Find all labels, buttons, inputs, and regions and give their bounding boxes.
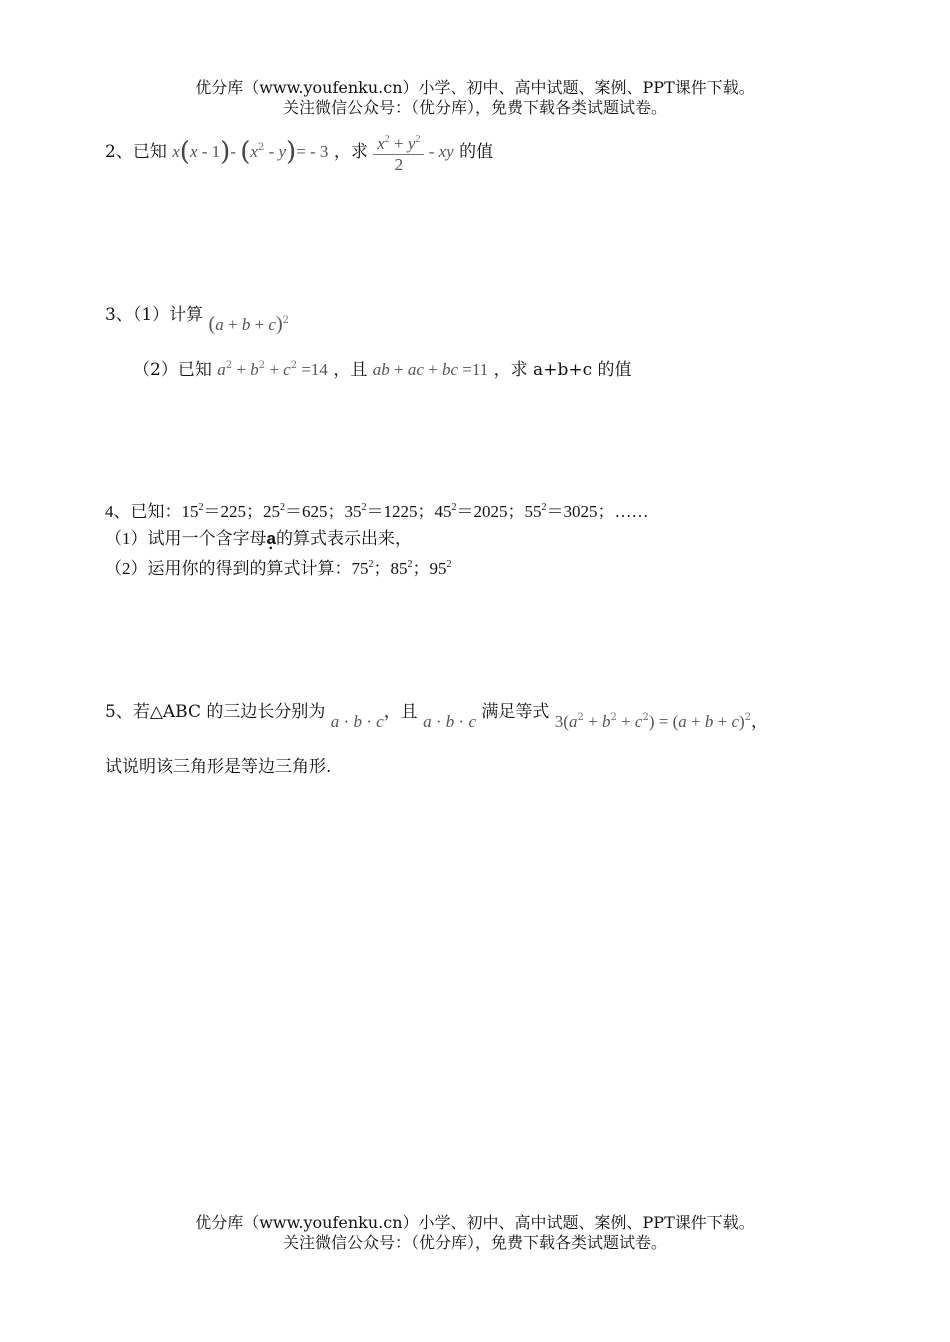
footer-line-2: 关注微信公众号：（优分库），免费下载各类试题试卷。 [282,1233,667,1252]
footer-line-1: 优分库（www.youfenku.cn）小学、初中、高中试题、案例、PPT课件下载。 [195,1213,755,1232]
question-3-part-2 [133,355,632,380]
q5-equation: $3(a^2 + b^2 + c^2) = (a + b + c)^2$， [554,712,769,732]
q4-item-1: $15^2=225$； [181,502,263,521]
question-3-part-1 [105,300,289,335]
q4-ellipsis: …… [614,502,649,521]
q4-item-5: $55^2=3025$； [524,502,615,521]
q3-label: 3、（1）计算 [105,305,204,325]
q4-sub1-prefix: （1）试用一个含字母 [105,529,267,548]
q3-eq2: =11 [462,360,489,379]
q5-mid2: 满足等式 [481,702,550,722]
question-5-line-1 [105,697,769,732]
header-line-1: 优分库（www.youfenku.cn）小学、初中、高中试题、案例、PPT课件下载。 [195,78,755,97]
question-4-sub-2: （2）运用你的得到的算式计算：$75^2$；$85^2$；$95^2$ [105,559,452,578]
q4-item-3: $35^2=1225$； [344,502,435,521]
q4-sub2-item-2: $85^2$ [390,559,413,578]
question-5-line-2: 试说明该三角形是等边三角形. [105,757,332,777]
q5-sides-2: a · b · c [423,712,476,731]
q4-item-4: $45^2=2025$； [434,502,525,521]
q3-part2-prefix: （2）已知 [133,360,212,380]
q3-product-sum: ab + ac + bc =11 [372,360,489,379]
q5-mid: ，且 [383,702,418,722]
q5-sides: a · b · c [330,712,384,731]
q3-eq1: =14 [301,360,328,379]
q4-item-2: $25^2=625$； [263,502,345,521]
q2-expression: $\frac{x^2 + y^2}{2}$ - xy [373,142,453,162]
q2-prefix: 2、已知 [105,142,167,162]
question-4-sub-1 [105,524,412,549]
q4-sub2-item-3: $95^2$ [429,559,452,578]
q2-suffix: 的值 [459,142,494,162]
q3-expression-1: $(a + b + c)^2$ [208,313,289,335]
q4-prefix: 4、已知： [105,502,182,521]
q3-mid: ，且 [333,360,368,380]
q4-emphasized-letter: a · [267,529,276,548]
question-2 [105,132,493,173]
question-4-line-1 [105,497,649,522]
q3-sum-of-squares: $a^2 + b^2 + c^2 =14$ [217,360,328,379]
q2-mid: ，求 [333,142,368,162]
q4-sub1-suffix: 的算式表示出来， [275,529,412,548]
q5-prefix: 5、若△ABC 的三边长分别为 [105,702,326,722]
header-line-2: 关注微信公众号：（优分库），免费下载各类试题试卷。 [282,98,667,117]
q4-sub2-prefix: （2）运用你的得到的算式计算： [105,559,352,578]
q4-sub2-item-1: $75^2$ [351,559,374,578]
q3-suffix: ，求 a+b+c 的值 [493,360,632,380]
q2-equation: x(x - 1)- $(x^2 - y)= - 3$ [172,137,329,167]
